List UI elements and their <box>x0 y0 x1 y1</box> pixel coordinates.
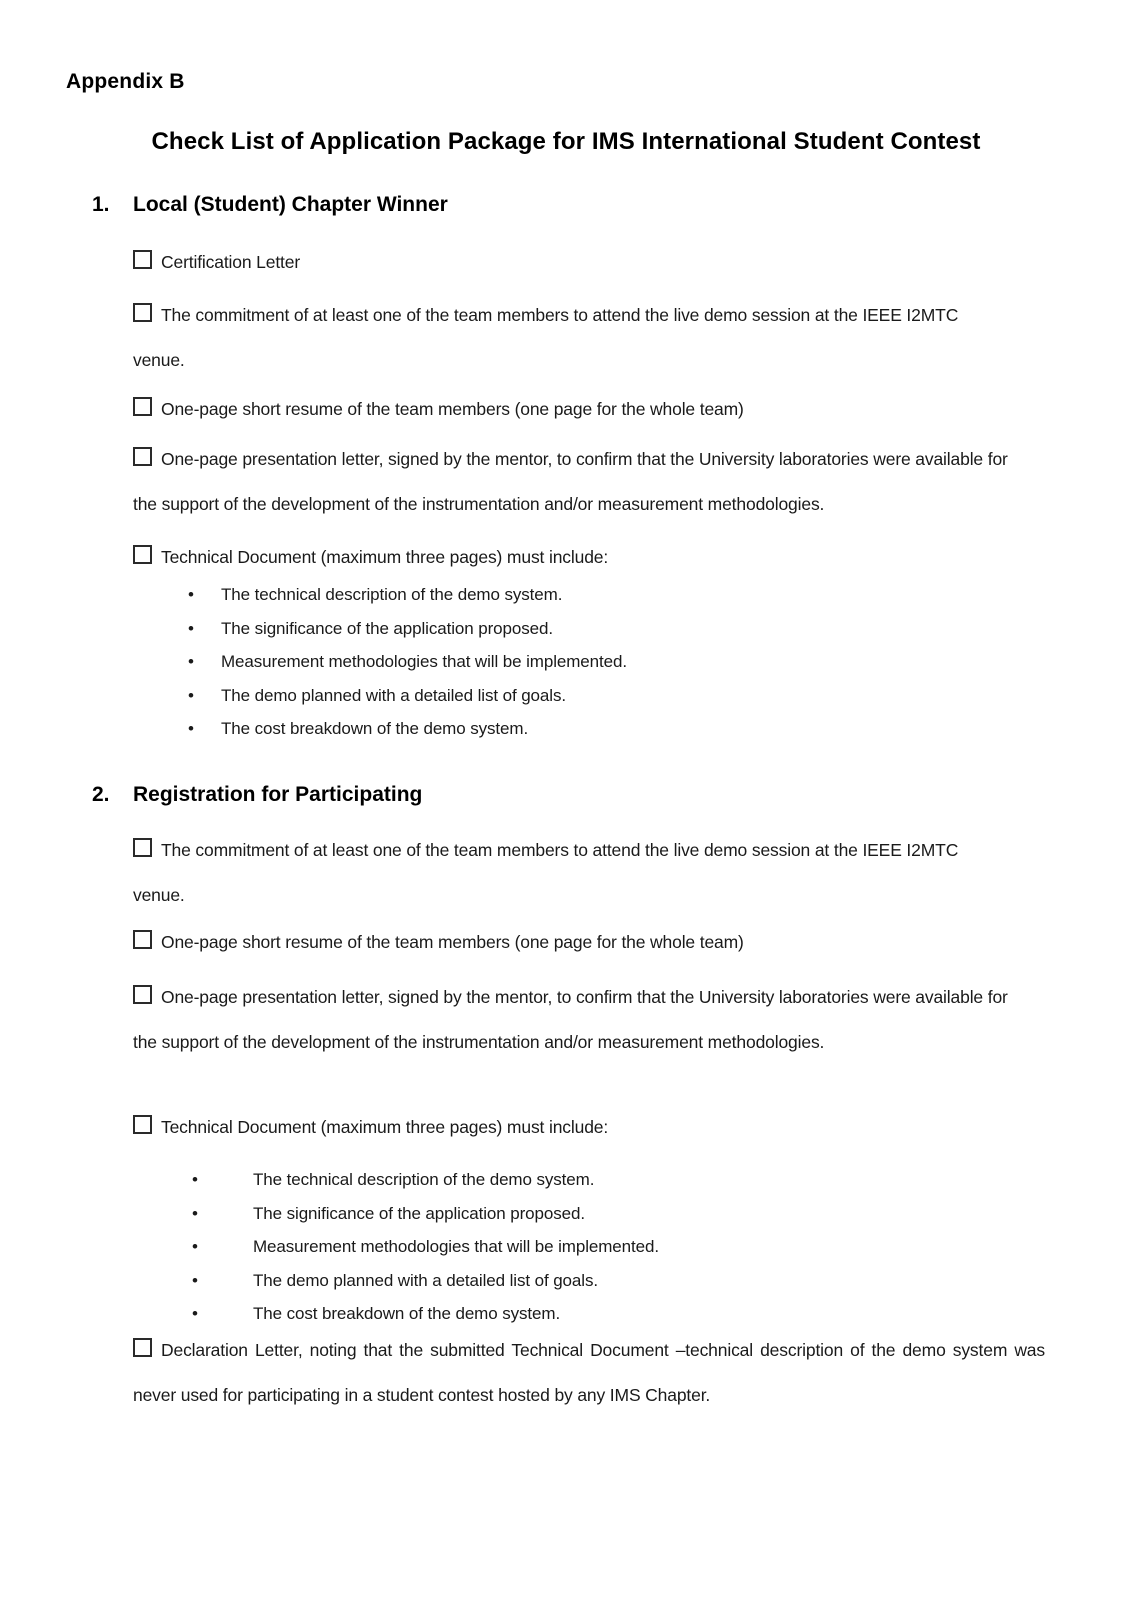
checklist-item[interactable] <box>133 975 1028 1065</box>
section-number-2: 2. <box>92 783 110 806</box>
checklist-item-label: Declaration Letter, noting that the submitted Technical Document –technical description of the demo system was never used for participating in a student contest hosted by any IMS Chapter. <box>133 1340 1045 1405</box>
checklist-item-label: One-page presentation letter, signed by the mentor, to confirm that the University laboratories were available for the support of the development of the instrumentation and/or measurement methodologies. <box>133 987 1008 1052</box>
bullet-icon: • <box>188 652 194 671</box>
list-item <box>192 1264 659 1298</box>
bullet-icon: • <box>192 1170 198 1189</box>
checklist-item-label: Technical Document (maximum three pages) must include: <box>161 547 609 567</box>
empty-checkbox-icon[interactable] <box>133 930 152 949</box>
appendix-label: Appendix B <box>66 70 185 93</box>
checklist-item[interactable] <box>133 1105 1023 1150</box>
bullet-list-1 <box>188 578 627 746</box>
list-item-label: Measurement methodologies that will be implemented. <box>253 1237 659 1256</box>
checklist-item[interactable] <box>133 387 1023 432</box>
list-item <box>188 645 627 679</box>
bullet-list-2 <box>192 1163 659 1331</box>
list-item <box>192 1163 659 1197</box>
empty-checkbox-icon[interactable] <box>133 545 152 564</box>
checklist-item[interactable] <box>133 437 1028 527</box>
section-heading-2 <box>92 783 422 807</box>
list-item-label: The significance of the application proposed. <box>221 618 553 638</box>
list-item <box>188 712 627 746</box>
list-item <box>192 1297 659 1331</box>
checklist-item-label: The commitment of at least one of the team members to attend the live demo session at the IEEE I2MTC venue. <box>133 840 959 905</box>
checklist-item-label: Technical Document (maximum three pages) must include: <box>161 1117 609 1137</box>
bullet-icon: • <box>192 1237 198 1256</box>
bullet-icon: • <box>188 685 194 705</box>
empty-checkbox-icon[interactable] <box>133 838 152 857</box>
checklist-item[interactable] <box>133 1328 1045 1418</box>
bullet-icon: • <box>188 618 194 638</box>
list-item <box>188 578 627 612</box>
checklist-item[interactable] <box>133 920 1023 965</box>
empty-checkbox-icon[interactable] <box>133 985 152 1004</box>
empty-checkbox-icon[interactable] <box>133 1115 152 1134</box>
checklist-item-label: The commitment of at least one of the team members to attend the live demo session at the IEEE I2MTC venue. <box>133 305 959 370</box>
empty-checkbox-icon[interactable] <box>133 397 152 416</box>
checklist-item[interactable] <box>133 828 1013 918</box>
checklist-item[interactable] <box>133 240 1023 285</box>
list-item-label: The demo planned with a detailed list of goals. <box>221 685 566 705</box>
list-item-label: Measurement methodologies that will be implemented. <box>221 652 627 671</box>
list-item-label: The technical description of the demo system. <box>221 585 563 604</box>
empty-checkbox-icon[interactable] <box>133 1338 152 1357</box>
checklist-item-label: One-page short resume of the team members (one page for the whole team) <box>161 932 744 952</box>
empty-checkbox-icon[interactable] <box>133 303 152 322</box>
checklist-item-label: One-page short resume of the team members (one page for the whole team) <box>161 399 744 419</box>
bullet-icon: • <box>192 1304 198 1323</box>
checklist-item[interactable] <box>133 293 1013 383</box>
section-title-1: Local (Student) Chapter Winner <box>133 193 448 216</box>
list-item-label: The significance of the application proposed. <box>253 1203 585 1223</box>
bullet-icon: • <box>192 1203 198 1223</box>
list-item <box>192 1230 659 1264</box>
section-number-1: 1. <box>92 193 110 216</box>
bullet-icon: • <box>188 719 194 738</box>
checklist-item-label: Certification Letter <box>161 252 301 272</box>
list-item <box>192 1197 659 1231</box>
list-item <box>188 612 627 646</box>
bullet-icon: • <box>188 585 194 604</box>
bullet-icon: • <box>192 1270 198 1290</box>
empty-checkbox-icon[interactable] <box>133 250 152 269</box>
list-item-label: The technical description of the demo system. <box>253 1170 595 1189</box>
section-heading-1 <box>92 193 448 217</box>
page-title: Check List of Application Package for IMS International Student Contest <box>151 128 981 155</box>
list-item-label: The cost breakdown of the demo system. <box>253 1304 561 1323</box>
section-title-2: Registration for Participating <box>133 783 423 806</box>
checklist-item[interactable] <box>133 540 1023 574</box>
list-item-label: The cost breakdown of the demo system. <box>221 719 529 738</box>
empty-checkbox-icon[interactable] <box>133 447 152 466</box>
checklist-item-label: One-page presentation letter, signed by the mentor, to confirm that the University laboratories were available for the support of the development of the instrumentation and/or measurement methodologies. <box>133 449 1008 514</box>
list-item-label: The demo planned with a detailed list of goals. <box>253 1270 598 1290</box>
list-item <box>188 679 627 713</box>
